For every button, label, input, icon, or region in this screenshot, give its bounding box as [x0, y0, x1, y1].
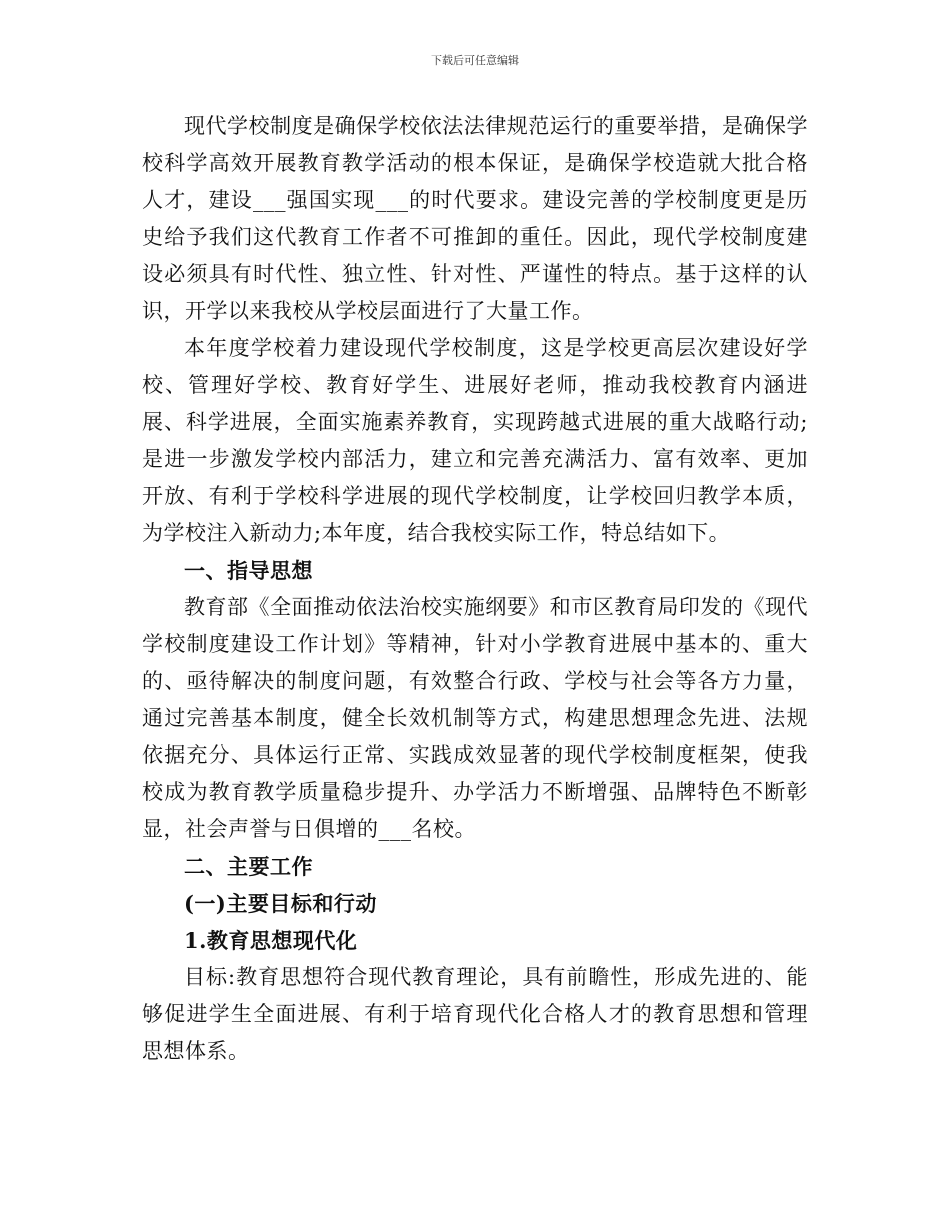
paragraph-annual-goal: 本年度学校着力建设现代学校制度，这是学校更高层次建设好学校、管理好学校、教育好学生、进展好老师，推动我校教育内涵进展、科学进展，全面实施素养教育，实现跨越式进展的重大战略行动;是进一步激发学校内部活力，建立和完善充满活力、富有效率、更加开放、有利于学校科学进展的现代学校制度，让学校回归教学本质，为学校注入新动力;本年度，结合我校实际工作，特总结如下。 [142, 336, 808, 545]
section-heading-guiding-ideology: 一、指导思想 [184, 558, 313, 583]
paragraph-goal: 目标:教育思想符合现代教育理论，具有前瞻性，形成先进的、能够促进学生全面进展、有利于培育现代化合格人才的教育思想和管理思想体系。 [142, 965, 808, 1063]
page-header-note: 下载后可任意编辑 [431, 54, 519, 67]
paragraph-guiding-ideology: 教育部《全面推动依法治校实施纲要》和市区教育局印发的《现代学校制度建设工作计划》等精神，针对小学教育进展中基本的、重大的、亟待解决的制度问题，有效整合行政、学校与社会等各方力量，通过完善基本制度，健全长效机制等方式，构建思想理念先进、法规依据充分、具体运行正常、实践成效显著的现代学校制度框架，使我校成为教育教学质量稳步提升、办学活力不断增强、品牌特色不断彰显，社会声誉与日俱增的___名校。 [142, 595, 808, 841]
document-body [142, 108, 808, 1070]
paragraph-intro: 现代学校制度是确保学校依法法律规范运行的重要举措，是确保学校科学高效开展教育教学活动的根本保证，是确保学校造就大批合格人才，建设___强国实现___的时代要求。建设完善的学校制度更是历史给予我们这代教育工作者不可推卸的重任。因此，现代学校制度建设必须具有时代性、独立性、针对性、严谨性的特点。基于这样的认识，开学以来我校从学校层面进行了大量工作。 [142, 114, 808, 323]
subsection-heading-goals-actions: (一)主要目标和行动 [184, 891, 377, 916]
section-heading-main-work: 二、主要工作 [184, 854, 313, 879]
item-heading-education-modernization: 1.教育思想现代化 [184, 928, 358, 953]
